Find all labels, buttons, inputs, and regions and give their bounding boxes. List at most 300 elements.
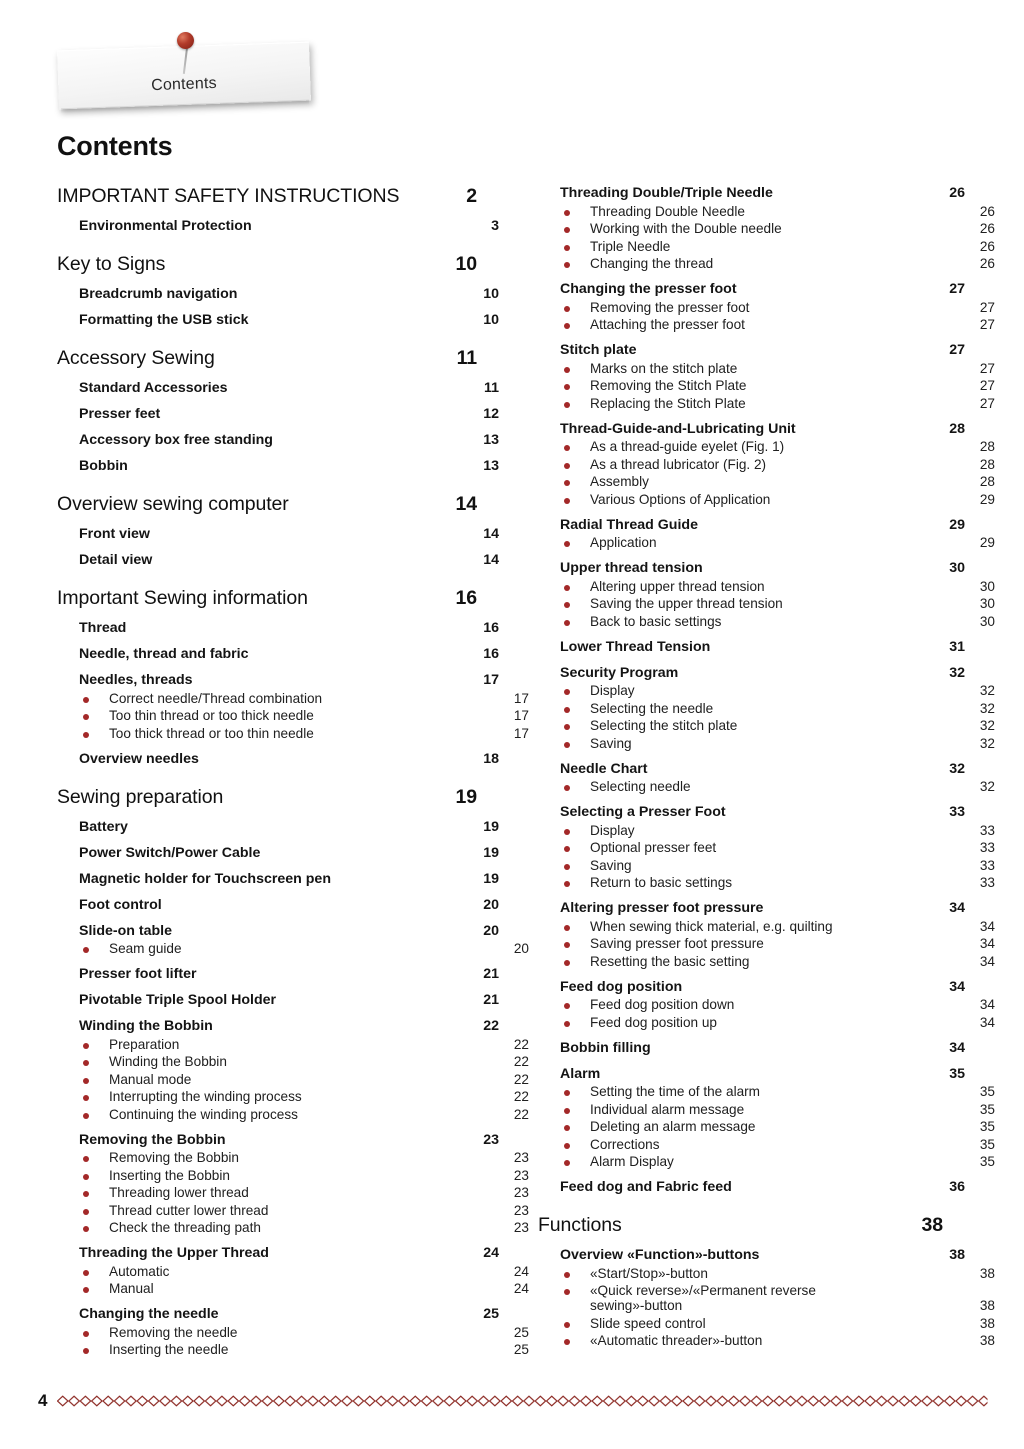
toc-entry-label: Seam guide [109, 941, 182, 956]
toc-entry-page-number: 29 [949, 516, 965, 533]
toc-entry-level-3[interactable] [538, 361, 995, 376]
toc-entry-label: Manual mode [109, 1071, 192, 1087]
bullet-icon [83, 1174, 89, 1180]
toc-entry-level-2[interactable] [538, 1247, 965, 1263]
bullet-icon [83, 1043, 89, 1049]
toc-entry-label: Inserting the Bobbin [109, 1167, 230, 1183]
bullet-icon [564, 227, 570, 233]
toc-entry-label: Threading lower thread [109, 1185, 249, 1200]
toc-entry-label: Various Options of Application [590, 491, 771, 507]
toc-entry-level-2[interactable] [538, 1066, 965, 1082]
toc-entry-label: Environmental Protection [79, 218, 252, 234]
toc-entry-label: Display [590, 822, 635, 838]
toc-entry-page-number: 33 [979, 875, 995, 890]
bullet-icon [564, 1272, 570, 1278]
toc-entry-level-3[interactable] [538, 840, 995, 855]
toc-entry-level-3[interactable] [538, 614, 995, 629]
toc-entry-page-number: 22 [513, 1036, 529, 1052]
toc-entry-level-3[interactable] [57, 941, 529, 956]
toc-entry-label: Display [590, 683, 635, 698]
toc-entry-label: Thread [79, 620, 127, 636]
toc-entry-label: Feed dog and Fabric feed [560, 1179, 732, 1195]
toc-entry-page-number: 32 [979, 718, 995, 733]
toc-entry-label: Functions [538, 1214, 622, 1236]
toc-entry-level-3[interactable] [538, 457, 995, 472]
toc-entry-page-number: 23 [513, 1167, 529, 1183]
toc-entry-page-number: 36 [949, 1179, 965, 1195]
bullet-icon [564, 1289, 570, 1295]
toc-entry-label: Saving [590, 735, 632, 751]
toc-entry-level-2[interactable] [57, 897, 499, 913]
toc-entry-label: Alarm [560, 1065, 601, 1082]
toc-entry-page-number: 32 [949, 664, 965, 681]
toc-entry-level-1[interactable] [538, 1214, 943, 1237]
toc-entry-label: Preparation [109, 1036, 180, 1052]
toc-entry-page-number: 26 [979, 238, 995, 254]
toc-entry-level-3[interactable] [57, 1054, 529, 1069]
toc-entry-label: Automatic [109, 1263, 170, 1279]
toc-entry-level-2[interactable] [57, 751, 499, 767]
toc-entry-level-2[interactable] [538, 560, 965, 576]
toc-entry-page-number: 19 [455, 785, 477, 808]
toc-entry-label: Formatting the USB stick [79, 312, 249, 328]
toc-entry-level-3[interactable] [538, 1266, 995, 1281]
bullet-icon [564, 724, 570, 730]
toc-entry-level-2[interactable] [57, 552, 499, 568]
bullet-icon [564, 925, 570, 931]
toc-entry-level-1[interactable] [57, 493, 477, 516]
toc-entry-page-number: 34 [979, 1014, 995, 1030]
toc-entry-level-3[interactable] [538, 221, 995, 236]
toc-entry-page-number: 33 [979, 857, 995, 873]
toc-entry-label: Thread-Guide-and-Lubricating Unit [560, 420, 796, 437]
bullet-icon [83, 732, 89, 738]
toc-entry-level-2[interactable] [538, 281, 965, 297]
toc-entry-level-3[interactable] [538, 718, 995, 733]
bullet-icon [83, 1060, 89, 1066]
toc-entry-level-2[interactable] [57, 620, 499, 636]
toc-entry-level-2[interactable] [57, 1018, 499, 1034]
toc-entry-label: Removing the Stitch Plate [590, 378, 747, 393]
toc-entry-page-number: 34 [979, 953, 995, 969]
toc-entry-label-line2-row [590, 1298, 995, 1313]
toc-entry-level-2[interactable] [57, 312, 499, 328]
toc-entry-page-number: 27 [949, 281, 965, 297]
toc-entry-label: Overview «Function»-buttons [560, 1247, 760, 1263]
toc-entry-label: Bobbin filling [560, 1039, 651, 1056]
toc-entry-page-number: 34 [979, 997, 995, 1012]
toc-entry-level-3[interactable] [538, 474, 995, 489]
toc-entry-page-number: 27 [949, 342, 965, 358]
toc-entry-page-number: 20 [483, 896, 499, 913]
bullet-icon [83, 1348, 89, 1354]
toc-entry-level-3[interactable] [57, 1037, 529, 1052]
bullet-icon [564, 1003, 570, 1009]
toc-entry-level-3[interactable] [538, 378, 995, 393]
bullet-icon [564, 1160, 570, 1166]
toc-entry-level-2[interactable] [538, 421, 965, 437]
toc-entry-level-3[interactable] [538, 317, 995, 332]
toc-entry-level-3[interactable] [538, 919, 995, 934]
toc-entry-label: Slide speed control [590, 1315, 706, 1331]
toc-entry-level-3[interactable] [538, 1015, 995, 1030]
bullet-icon [564, 689, 570, 695]
toc-entry-level-3[interactable] [538, 683, 995, 698]
toc-entry-label: Manual [109, 1281, 154, 1296]
toc-entry-page-number: 38 [949, 1247, 965, 1263]
toc-entry-level-2[interactable] [57, 286, 499, 302]
toc-entry-level-3[interactable] [538, 204, 995, 219]
bullet-icon [564, 1339, 570, 1345]
toc-entry-page-number: 32 [979, 779, 995, 794]
toc-entry-level-3[interactable] [538, 1102, 995, 1117]
toc-entry-level-1[interactable] [57, 253, 477, 276]
toc-entry-label: Removing the Bobbin [79, 1131, 226, 1148]
toc-entry-label: Standard Accessories [79, 380, 228, 396]
toc-entry-level-3[interactable] [538, 300, 995, 315]
bullet-icon [83, 1078, 89, 1084]
toc-entry-page-number: 21 [483, 966, 499, 982]
toc-entry-level-3[interactable] [538, 1084, 995, 1099]
toc-entry-level-3[interactable] [538, 239, 995, 254]
toc-entry-label: Thread cutter lower thread [109, 1202, 269, 1218]
bullet-icon [83, 1331, 89, 1337]
bullet-icon [564, 942, 570, 948]
toc-entry-label: Marks on the stitch plate [590, 360, 738, 376]
bullet-icon [564, 245, 570, 251]
toc-entry-label: Foot control [79, 896, 162, 913]
toc-entry-page-number: 33 [979, 840, 995, 855]
toc-entry-page-number: 20 [483, 922, 499, 939]
toc-entry-page-number: 32 [979, 683, 995, 698]
toc-entry-label: Accessory Sewing [57, 347, 215, 369]
toc-entry-page-number: 16 [483, 646, 499, 662]
toc-column-left [57, 185, 529, 1357]
toc-entry-level-3[interactable] [538, 1119, 995, 1134]
toc-entry-level-3[interactable] [57, 1185, 529, 1200]
toc-entry-label: Interrupting the winding process [109, 1089, 302, 1104]
toc-entry-label: Deleting an alarm message [590, 1119, 756, 1134]
toc-entry-label: Removing the presser foot [590, 299, 750, 315]
toc-entry-label: Detail view [79, 552, 153, 568]
toc-entry-level-3[interactable] [57, 1168, 529, 1183]
toc-entry-level-2[interactable] [57, 646, 499, 662]
toc-entry-page-number: 19 [483, 870, 499, 887]
bullet-icon [564, 1322, 570, 1328]
toc-entry-label: Changing the needle [79, 1306, 219, 1322]
toc-entry-label: Feed dog position [560, 978, 683, 995]
toc-entry-label: Accessory box free standing [79, 432, 273, 448]
toc-entry-label: Important Sewing information [57, 587, 308, 609]
toc-entry-level-2[interactable] [538, 979, 965, 995]
toc-entry-page-number: 35 [949, 1065, 965, 1082]
toc-entry-label: Upper thread tension [560, 560, 703, 576]
toc-entry-level-2[interactable] [538, 804, 965, 820]
bullet-icon [83, 1113, 89, 1119]
toc-entry-level-3[interactable] [57, 1281, 529, 1296]
toc-entry-label: Overview sewing computer [57, 493, 289, 515]
toc-entry-level-2[interactable] [57, 432, 499, 448]
toc-entry-level-2[interactable] [538, 639, 965, 655]
toc-entry-page-number: 3 [491, 218, 499, 234]
toc-entry-page-number: 12 [483, 406, 499, 422]
toc-entry-level-3[interactable] [538, 1154, 995, 1169]
toc-entry-level-1[interactable] [57, 185, 477, 208]
bullet-icon [83, 1287, 89, 1293]
toc-entry-level-3[interactable] [57, 691, 529, 706]
toc-entry-level-3[interactable] [57, 1264, 529, 1279]
toc-entry-level-2[interactable] [57, 966, 499, 982]
bullet-icon [564, 480, 570, 486]
toc-entry-page-number: 11 [484, 380, 499, 396]
toc-entry-label: Needles, threads [79, 672, 193, 688]
toc-entry-page-number: 17 [483, 672, 499, 688]
toc-entry-level-2[interactable] [538, 185, 965, 201]
toc-entry-page-number: 27 [979, 299, 995, 315]
toc-entry-level-2[interactable] [57, 526, 499, 542]
toc-entry-label: Attaching the presser foot [590, 317, 745, 332]
toc-entry-page-number: 2 [466, 185, 477, 207]
toc-entry-level-2[interactable] [538, 517, 965, 533]
toc-entry-level-3[interactable] [538, 439, 995, 454]
toc-entry-page-number: 25 [513, 1342, 529, 1357]
toc-entry-level-2[interactable] [57, 406, 499, 422]
bullet-icon [564, 620, 570, 626]
bullet-icon [564, 323, 570, 329]
bullet-icon [564, 829, 570, 835]
toc-entry-label: Saving [590, 857, 632, 873]
toc-entry-label: Selecting the stitch plate [590, 718, 738, 733]
toc-entry-level-3[interactable] [538, 954, 995, 969]
toc-entry-level-3[interactable] [538, 535, 995, 550]
toc-entry-level-1[interactable] [57, 587, 477, 610]
bullet-icon [83, 1226, 89, 1232]
bullet-icon [564, 707, 570, 713]
toc-entry-label: Resetting the basic setting [590, 953, 750, 969]
toc-entry-level-2[interactable] [538, 342, 965, 358]
toc-entry-level-2[interactable] [57, 992, 499, 1008]
toc-entry-page-number: 24 [513, 1281, 529, 1296]
toc-entry-label: Replacing the Stitch Plate [590, 395, 746, 411]
pinned-note-header [58, 18, 328, 128]
toc-entry-level-3[interactable] [538, 1333, 995, 1348]
toc-entry-page-number: 35 [979, 1136, 995, 1152]
toc-entry-label: Breadcrumb navigation [79, 286, 238, 302]
toc-entry-page-number: 30 [979, 596, 995, 611]
toc-entry-page-number: 38 [979, 1265, 995, 1281]
toc-entry-label: Too thin thread or too thick needle [109, 708, 314, 723]
toc-entry-level-2[interactable] [57, 458, 499, 474]
bullet-icon [564, 262, 570, 268]
toc-entry-page-number: 19 [483, 844, 499, 861]
toc-entry-page-number: 23 [513, 1202, 529, 1218]
toc-entry-level-3[interactable] [538, 256, 995, 271]
bullet-icon [564, 881, 570, 887]
toc-entry-level-3[interactable] [538, 997, 995, 1012]
toc-entry-level-2[interactable] [57, 218, 499, 234]
toc-entry-level-2[interactable] [538, 1040, 965, 1056]
toc-entry-page-number: 29 [979, 535, 995, 550]
toc-entry-label: Power Switch/Power Cable [79, 844, 261, 861]
toc-entry-page-number: 35 [979, 1119, 995, 1134]
toc-entry-page-number: 34 [949, 1039, 965, 1056]
toc-entry-page-number: 21 [483, 992, 499, 1008]
toc-entry-page-number: 18 [483, 750, 499, 767]
toc-entry-label: Threading the Upper Thread [79, 1245, 269, 1261]
toc-entry-level-2[interactable] [57, 1306, 499, 1322]
toc-entry-label: Return to basic settings [590, 875, 733, 890]
toc-entry-label: Removing the Bobbin [109, 1150, 239, 1165]
toc-entry-page-number: 14 [483, 552, 499, 568]
toc-entry-level-3[interactable] [57, 1072, 529, 1087]
toc-entry-page-number: 17 [513, 690, 529, 706]
bullet-icon [564, 1108, 570, 1114]
toc-entry-level-3[interactable] [538, 396, 995, 411]
toc-entry-level-3[interactable] [538, 823, 995, 838]
toc-entry-label: Sewing preparation [57, 785, 224, 808]
toc-entry-label: Inserting the needle [109, 1342, 229, 1357]
toc-entry-label: Check the threading path [109, 1220, 261, 1235]
toc-entry-label: Winding the Bobbin [109, 1054, 227, 1069]
bullet-icon [564, 1143, 570, 1149]
toc-entry-page-number: 30 [979, 613, 995, 629]
toc-entry-level-2[interactable] [57, 845, 499, 861]
toc-entry-level-2[interactable] [57, 819, 499, 835]
toc-entry-label: «Quick reverse»/«Permanent reverse [590, 1283, 816, 1298]
toc-entry-page-number: 31 [949, 638, 965, 655]
toc-entry-label: Removing the needle [109, 1324, 238, 1340]
footer-page-number: 4 [38, 1391, 48, 1410]
toc-entry-page-number: 10 [455, 253, 477, 275]
toc-column-right [538, 185, 995, 1348]
toc-entry-level-3[interactable] [538, 596, 995, 611]
toc-entry-level-2[interactable] [538, 665, 965, 681]
toc-entry-page-number: 35 [979, 1154, 995, 1169]
toc-entry-label: Changing the presser foot [560, 281, 737, 297]
toc-entry-label: Corrections [590, 1136, 660, 1152]
bullet-icon [83, 1209, 89, 1215]
toc-entry-label: Slide-on table [79, 922, 173, 939]
toc-entry-level-3[interactable] [538, 492, 995, 507]
toc-entry-level-1[interactable] [57, 786, 477, 809]
toc-entry-page-number: 35 [979, 1084, 995, 1099]
toc-entry-label: Presser foot lifter [79, 966, 197, 982]
toc-entry-page-number: 26 [949, 185, 965, 201]
toc-entry-level-1[interactable] [57, 347, 477, 370]
toc-entry-label: Winding the Bobbin [79, 1018, 213, 1034]
toc-entry-level-3[interactable] [57, 708, 529, 723]
toc-entry-page-number: 30 [949, 560, 965, 576]
toc-entry-label: Magnetic holder for Touchscreen pen [79, 870, 331, 887]
toc-entry-page-number: 29 [979, 491, 995, 507]
toc-entry-level-3[interactable] [57, 1220, 529, 1235]
toc-entry-page-number: 13 [483, 458, 499, 474]
toc-entry-level-3[interactable] [57, 1150, 529, 1165]
toc-entry-label: Changing the thread [590, 256, 714, 271]
toc-entry-label: Selecting needle [590, 779, 691, 794]
toc-entry-page-number: 14 [483, 526, 499, 542]
bullet-icon [564, 445, 570, 451]
toc-entry-label: Key to Signs [57, 253, 166, 275]
toc-entry-level-3[interactable] [57, 1107, 529, 1122]
toc-entry-page-number: 33 [949, 804, 965, 820]
toc-entry-page-number: 22 [513, 1089, 529, 1104]
bullet-icon [83, 1191, 89, 1197]
toc-entry-page-number: 17 [513, 708, 529, 723]
toc-entry-level-2[interactable] [57, 1245, 499, 1261]
bullet-icon [83, 697, 89, 703]
toc-entry-page-number: 38 [979, 1298, 995, 1313]
toc-entry-level-2[interactable] [57, 1132, 499, 1148]
bullet-icon [564, 541, 570, 547]
toc-entry-page-number: 26 [979, 221, 995, 236]
toc-entry-label: Feed dog position down [590, 997, 735, 1012]
bullet-icon [564, 1021, 570, 1027]
toc-entry-page-number: 22 [513, 1106, 529, 1122]
toc-entry-level-3[interactable] [538, 858, 995, 873]
toc-entry-label: Alarm Display [590, 1154, 674, 1169]
toc-entry-level-3[interactable] [57, 1203, 529, 1218]
toc-entry-page-number: 38 [979, 1333, 995, 1348]
toc-entry-label: Selecting the needle [590, 700, 714, 716]
bullet-icon [564, 402, 570, 408]
toc-entry-page-number: 23 [513, 1220, 529, 1235]
toc-entry-page-number: 28 [979, 439, 995, 454]
toc-entry-level-3[interactable] [538, 1316, 995, 1331]
toc-entry-level-3[interactable] [538, 936, 995, 951]
toc-entry-level-3[interactable] [538, 779, 995, 794]
toc-entry-level-2[interactable] [538, 1179, 965, 1195]
toc-entry-level-3[interactable] [57, 1089, 529, 1104]
toc-entry-level-2[interactable] [57, 871, 499, 887]
pushpin-head-icon [177, 32, 194, 49]
page-title: Contents [57, 131, 173, 161]
toc-entry-label: Stitch plate [560, 342, 637, 358]
bullet-icon [83, 1156, 89, 1162]
toc-entry-level-2[interactable] [538, 761, 965, 777]
toc-entry-level-3[interactable] [538, 701, 995, 716]
toc-entry-page-number: 38 [979, 1315, 995, 1331]
toc-entry-label: Feed dog position up [590, 1014, 717, 1030]
toc-entry-label: Selecting a Presser Foot [560, 804, 726, 820]
bullet-icon [564, 742, 570, 748]
toc-entry-level-2[interactable] [57, 923, 499, 939]
bullet-icon [564, 602, 570, 608]
toc-entry-label: Needle, thread and fabric [79, 646, 249, 662]
toc-entry-page-number: 27 [979, 378, 995, 393]
toc-entry-label: Too thick thread or too thin needle [109, 725, 314, 741]
toc-entry-level-3[interactable] [538, 736, 995, 751]
toc-entry-level-2[interactable] [538, 900, 965, 916]
bullet-icon [83, 1095, 89, 1101]
bullet-icon [564, 864, 570, 870]
toc-entry-level-2[interactable] [57, 672, 499, 688]
toc-entry-level-3[interactable] [57, 1342, 529, 1357]
toc-entry-label: Continuing the winding process [109, 1106, 298, 1122]
toc-entry-page-number: 28 [979, 456, 995, 472]
toc-entry-label: Bobbin [79, 458, 128, 474]
toc-entry-level-3[interactable] [538, 875, 995, 890]
toc-entry-level-3[interactable] [57, 726, 529, 741]
toc-entry-level-3[interactable] [538, 579, 995, 594]
toc-entry-level-3[interactable] [538, 1137, 995, 1152]
toc-entry-level-3[interactable] [57, 1325, 529, 1340]
toc-entry-level-2[interactable] [57, 380, 499, 396]
toc-entry-level-3[interactable] [538, 1283, 995, 1313]
toc-entry-label: IMPORTANT SAFETY INSTRUCTIONS [57, 185, 400, 207]
bullet-icon [83, 947, 89, 953]
toc-entry-label: Working with the Double needle [590, 221, 782, 236]
